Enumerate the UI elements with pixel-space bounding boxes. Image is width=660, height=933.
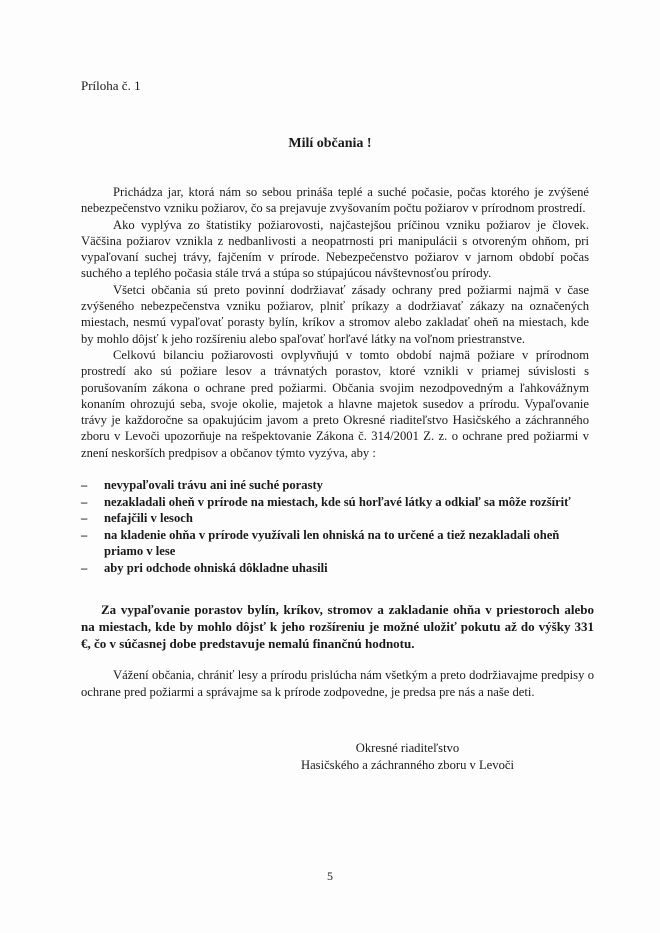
list-dash: – xyxy=(81,511,88,525)
fine-warning: Za vypaľovanie porastov bylín, kríkov, stromov a zakladanie ohňa v priestoroch alebo na miestach, kde by mohlo dôjsť k jeho rozšíreniu je možné uložiť pokutu až do výšky 331 €, čo v súčasnej dobe predstavuje nemalú finančnú hodnotu. xyxy=(81,602,594,651)
list-item-text: aby pri odchode ohniská dôkladne uhasili xyxy=(104,560,328,575)
page-title: Milí občania ! xyxy=(288,136,372,151)
list-item xyxy=(81,510,601,527)
list-dash: – xyxy=(81,560,88,575)
list-item xyxy=(81,527,601,560)
paragraph-intro: Prichádza jar, ktorá nám so sebou prináša teplé a suché počasie, počas ktorého je zvýšené nebezpečenstvo vzniku požiarov, čo sa prejavuje zvyšovaním počtu požiarov v prírodnom prostredí. xyxy=(81,185,589,216)
list-dash: – xyxy=(81,478,88,492)
attachment-label: Príloha č. 1 xyxy=(81,78,141,93)
list-item xyxy=(81,477,601,494)
paragraph-obligations: Všetci občania sú preto povinní dodržiavať zásady ochrany pred požiarmi najmä v čase zvýšeného nebezpečenstva vzniku požiarov, plniť príkazy a dodržiavať zákazy na označených miestach, nesmú vypaľovať porasty bylín, kríkov a stromov alebo zakladať oheň na miestach, kde by mohlo dôjsť k jeho rozšíreniu alebo spaľovať horľavé látky na voľnom priestranstve. xyxy=(81,282,589,346)
signature-line-2: Hasičského a záchranného zboru v Levoči xyxy=(301,757,514,772)
body-text xyxy=(81,184,589,461)
list-item-text: na kladenie ohňa v prírode využívali len ohniská na to určené a tiež nezakladali oheň priamo v lese xyxy=(104,527,560,558)
list-dash: – xyxy=(81,494,88,509)
signature-line-1: Okresné riaditeľstvo xyxy=(355,741,460,755)
list-item xyxy=(81,560,601,577)
list-item-text: nevypaľovali trávu ani iné suché porasty xyxy=(104,478,323,492)
page-number: 5 xyxy=(327,869,333,883)
list-item-text: nezakladali oheň v prírode na miestach, kde sú horľavé látky a odkiaľ sa môže rozšíriť xyxy=(104,494,571,509)
paragraph-balance: Celkovú bilanciu požiarovosti ovplyvňujú v tomto období najmä požiare v prírodnom prostredí ako sú požiare lesov a trávnatých porastov, ktoré vznikli v priamej súvislosti s porušovaním zákona o ochrane pred požiarmi. Občania svojim nezodpovedným a ľahkovážnym konaním ohrozujú seba, svoje okolie, majetok a hlavne majetok susedov a prírodu. Vypaľovanie trávy je každoročne sa opakujúcim javom a preto Okresné riaditeľstvo Hasičského a záchranného zboru v Levoči upozorňuje na rešpektovanie Zákona č. 314/2001 Z. z. o ochrane pred požiarmi v znení neskorších predpisov a občanov týmto vyzýva, aby : xyxy=(81,347,589,460)
closing-appeal: Vážení občania, chrániť lesy a prírodu prislúcha nám všetkým a preto dodržiavajme predpisy o ochrane pred požiarmi a správajme sa k prírode zodpovedne, je predsa pre nás a naše deti. xyxy=(81,668,594,699)
list-item-text: nefajčili v lesoch xyxy=(104,511,193,525)
rules-list xyxy=(81,477,601,576)
list-dash: – xyxy=(81,527,88,542)
paragraph-statistics: Ako vyplýva zo štatistiky požiarovosti, najčastejšou príčinou vzniku požiarov je človek. Väčšina požiarov vznikla z nedbanlivosti a neopatrnosti pri manipulácii s otvoreným ohňom, pri vypaľovaní suchej trávy, fajčením v prírode. Nebezpečenstvo požiarov v jarnom období počas suchého a teplého počasia stále trvá a stúpa so stúpajúcou návštevnosťou prírody. xyxy=(81,217,589,281)
signature-block xyxy=(301,740,514,774)
list-item xyxy=(81,494,601,511)
